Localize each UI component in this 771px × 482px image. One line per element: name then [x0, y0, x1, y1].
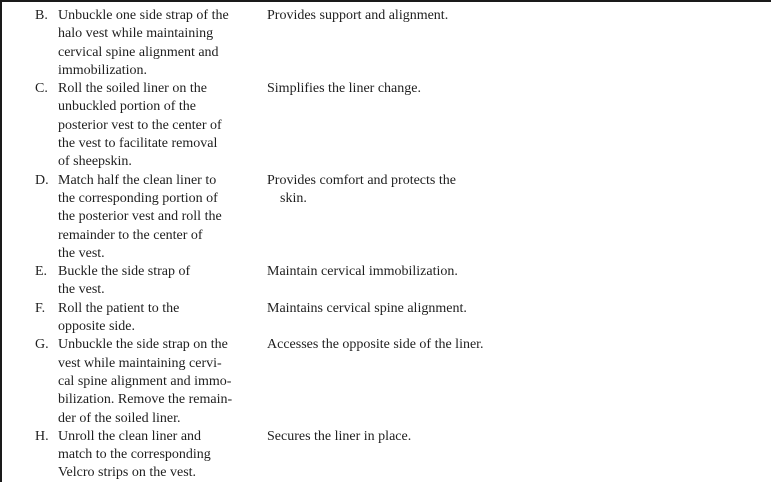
text-line: unbuckled portion of the [58, 99, 197, 115]
step-letter: F. [35, 300, 46, 316]
text-line: Roll the soiled liner on the [58, 81, 207, 97]
rationale-text [267, 263, 771, 281]
rationale-text [267, 428, 771, 446]
rationale-text [267, 336, 771, 354]
text-line: Provides support and alignment. [267, 8, 449, 23]
text-line: vest while maintaining cervi- [58, 355, 222, 371]
step-text [58, 263, 267, 300]
text-line: Secures the liner in place. [267, 428, 412, 444]
table-row [35, 336, 771, 427]
text-line: the vest to facilitate removal [58, 136, 218, 152]
rationale-text [267, 172, 771, 209]
table-row [35, 80, 771, 171]
step-letter: G. [35, 337, 49, 353]
step-text [58, 428, 267, 482]
step-text [58, 336, 267, 427]
table-row [35, 172, 771, 263]
step-letter: C. [35, 81, 48, 97]
text-line: Unbuckle the side strap on the [58, 337, 228, 353]
text-line: the corresponding portion of [58, 190, 218, 206]
text-line: Roll the patient to the [58, 300, 180, 316]
text-line: cervical spine alignment and [58, 44, 219, 60]
rationale-text [267, 7, 771, 25]
table-row [35, 428, 771, 482]
text-line: the vest. [58, 245, 105, 261]
table-row [35, 7, 771, 80]
step-letter: H. [35, 428, 49, 444]
text-line: Match half the clean liner to [58, 172, 217, 188]
text-line: the posterior vest and roll the [58, 209, 222, 225]
step-text [58, 300, 267, 337]
text-line: Buckle the side strap of [58, 264, 191, 280]
text-line: halo vest while maintaining [58, 26, 214, 42]
step-letter: D. [35, 172, 49, 188]
text-line: cal spine alignment and immo- [58, 373, 232, 389]
text-line: Maintains cervical spine alignment. [267, 300, 467, 316]
step-text [58, 7, 267, 80]
text-line: Maintain cervical immobilization. [267, 264, 458, 280]
text-line: Velcro strips on the vest. [58, 465, 197, 481]
text-line: immobilization. [58, 62, 148, 78]
text-line: remainder to the center of [58, 227, 203, 243]
table-row [35, 300, 771, 337]
text-line: posterior vest to the center of [58, 117, 222, 133]
rationale-text [267, 300, 771, 318]
step-letter: E. [35, 264, 48, 280]
text-line: Provides comfort and protects the [267, 172, 456, 188]
step-text [58, 80, 267, 171]
text-line: bilization. Remove the remain- [58, 392, 233, 408]
table-row [35, 263, 771, 300]
steps-rationale-table [35, 7, 771, 482]
text-line: der of the soiled liner. [58, 410, 181, 426]
rationale-text [267, 80, 771, 98]
text-line: Unbuckle one side strap of the [58, 8, 229, 23]
text-line: Accesses the opposite side of the liner. [267, 337, 484, 353]
step-text [58, 172, 267, 263]
text-line: Unroll the clean liner and [58, 428, 202, 444]
text-line: opposite side. [58, 319, 135, 335]
step-letter: B. [35, 8, 48, 23]
text-line: skin. [280, 190, 307, 206]
text-line: the vest. [58, 282, 105, 298]
text-line: Simplifies the liner change. [267, 81, 421, 97]
text-line: match to the corresponding [58, 447, 211, 463]
text-line: of sheepskin. [58, 154, 132, 170]
